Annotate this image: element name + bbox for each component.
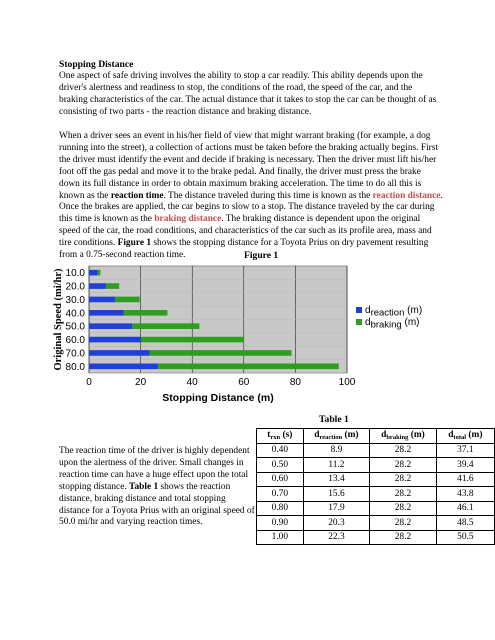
figure-title: Figure 1 xyxy=(244,250,279,261)
bar-reaction xyxy=(89,283,106,289)
bar-reaction xyxy=(89,310,124,316)
intro-paragraph: One aspect of safe driving involves the ability to stop a car readily. This ability depends upon the driver's alertness and readiness to stop, the conditions of the road, the speed of the car, and the braking characteristics of the car. The actual distance that it takes to stop the car can be thought of as consisting of two parts - the reaction distance and braking distance. xyxy=(59,71,437,117)
x-tick-label: 40 xyxy=(186,377,198,388)
col-header-trxn xyxy=(257,429,304,444)
legend-swatch xyxy=(356,307,362,313)
table-row xyxy=(257,516,495,531)
term-reaction-time: reaction time xyxy=(110,190,164,201)
table-cell: 13.4 xyxy=(303,472,370,487)
para-text: . The braking distance is dependent upon the original speed of the car, the road conditions, and characteristics of the car such as its profile area, mass and tire conditions. xyxy=(59,214,432,249)
table-cell: 50.5 xyxy=(436,530,494,545)
col-header-dreaction xyxy=(303,429,370,444)
table-cell: 28.2 xyxy=(370,472,436,487)
x-tick-label: 0 xyxy=(86,377,92,388)
table-cell: 28.2 xyxy=(370,501,436,516)
y-tick-label: 40.0 xyxy=(65,308,85,320)
y-tick-label: 20.0 xyxy=(65,281,85,293)
header-sub: rxn xyxy=(270,434,281,442)
header-sub: reaction xyxy=(319,434,343,442)
table-cell: 1.00 xyxy=(257,530,304,545)
bar-braking xyxy=(124,310,168,316)
bar-braking xyxy=(158,364,339,370)
table-cell: 28.2 xyxy=(370,487,436,502)
table-reference: Table 1 xyxy=(129,481,159,492)
header-unit: (m) xyxy=(466,430,483,441)
table-cell: 28.2 xyxy=(370,530,436,545)
para-text: shows the stopping distance for a Toyota Prius on dry pavement resulting from a 0.75-second reaction time. xyxy=(59,238,429,261)
term-braking-distance: braking distance xyxy=(154,214,222,225)
para-text: When a driver sees an event in his/her field of view that might warrant braking (for example, a dog running into the street), a collection of actions must be taken before the braking actually begins. First the driver must identify the event and decide if braking is necessary. Then the driver must lift his/her foot off the gas pedal and move it to the brake pedal. And finally, the driver must press the brake down its full distance in order to obtain maximum braking acceleration. The time to do all this is known as the xyxy=(59,131,439,201)
legend-label: dreaction (m) xyxy=(365,305,423,319)
bar-reaction xyxy=(89,270,98,276)
bar-braking xyxy=(141,337,244,343)
legend-swatch xyxy=(356,319,362,325)
y-tick-label: 80.0 xyxy=(65,361,85,373)
table-cell: 17.9 xyxy=(303,501,370,516)
table-cell: 41.6 xyxy=(436,472,494,487)
bar-braking xyxy=(132,323,199,329)
bar-reaction xyxy=(89,337,141,343)
x-tick-label: 80 xyxy=(289,377,301,388)
table-cell: 0.50 xyxy=(257,458,304,473)
section-title: Stopping Distance xyxy=(59,59,134,70)
x-axis-title: Stopping Distance (m) xyxy=(162,392,274,404)
y-tick-label: 60.0 xyxy=(65,335,85,347)
bar-reaction xyxy=(89,364,158,370)
bar-braking xyxy=(106,283,119,289)
bar-braking xyxy=(150,350,292,356)
table-row xyxy=(257,458,495,473)
bar-reaction xyxy=(89,297,115,303)
table-cell: 15.6 xyxy=(303,487,370,502)
table-cell: 0.70 xyxy=(257,487,304,502)
y-tick-label: 50.0 xyxy=(65,321,85,333)
reaction-paragraph xyxy=(59,131,443,262)
header-main: d xyxy=(381,430,387,441)
y-tick-label: 30.0 xyxy=(65,294,85,306)
bar-reaction xyxy=(89,350,150,356)
bar-braking xyxy=(98,270,101,276)
table-cell: 28.2 xyxy=(370,516,436,531)
y-axis-title: Original Speed (mi/hr) xyxy=(53,268,64,371)
table-cell: 28.2 xyxy=(370,443,436,458)
header-main: d xyxy=(314,430,320,441)
x-tick-label: 20 xyxy=(135,377,147,388)
bar-braking xyxy=(115,297,140,303)
para-text: . Once the brakes are applied, the car begins to slow to a stop. The distance traveled by the car during this time is known as the xyxy=(59,190,443,225)
x-tick-label: 60 xyxy=(238,377,250,388)
legend-label: dbraking (m) xyxy=(365,317,420,331)
table-cell: 28.2 xyxy=(370,458,436,473)
table-cell: 39.4 xyxy=(436,458,494,473)
table-cell: 0.80 xyxy=(257,501,304,516)
header-unit: (s) xyxy=(280,430,293,441)
header-main: d xyxy=(448,430,454,441)
header-sub: braking xyxy=(386,434,409,442)
x-tick-label: 100 xyxy=(338,377,356,388)
col-header-dtotal xyxy=(436,429,494,444)
table-cell: 20.3 xyxy=(303,516,370,531)
y-tick-label: 70.0 xyxy=(65,348,85,360)
table-header-row xyxy=(257,429,495,444)
table-cell: 8.9 xyxy=(303,443,370,458)
table-cell: 43.8 xyxy=(436,487,494,502)
stopping-distance-chart xyxy=(50,260,450,410)
header-unit: (m) xyxy=(342,430,359,441)
table-cell: 0.40 xyxy=(257,443,304,458)
table-row xyxy=(257,487,495,502)
term-reaction-distance: reaction distance xyxy=(372,190,441,201)
header-sub: total xyxy=(453,434,467,442)
header-main: t xyxy=(267,430,271,441)
table-cell: 0.60 xyxy=(257,472,304,487)
reaction-time-paragraph xyxy=(59,446,257,529)
table-cell: 46.1 xyxy=(436,501,494,516)
bar-reaction xyxy=(89,323,132,329)
col-header-dbraking xyxy=(370,429,436,444)
table-title: Table 1 xyxy=(319,414,349,425)
table-row xyxy=(257,530,495,545)
table-cell: 0.90 xyxy=(257,516,304,531)
table-row xyxy=(257,472,495,487)
para-text: The reaction time of the driver is highly dependent upon the alertness of the driver. Small changes in reaction time can have a huge effect upon the total stopping distance. xyxy=(59,446,250,492)
figure-reference: Figure 1 xyxy=(117,238,152,249)
table-cell: 37.1 xyxy=(436,443,494,458)
reaction-time-table xyxy=(256,428,495,545)
para-text: shows the reaction distance, braking distance and total stopping distance for a Toyota Prius with an original speed of 50.0 mi/hr and varying reaction times. xyxy=(59,481,255,528)
y-tick-label: 10.0 xyxy=(65,268,85,280)
table-row xyxy=(257,443,495,458)
para-text: . The distance traveled during this time is known as the xyxy=(163,190,373,201)
header-unit: (m) xyxy=(408,430,425,441)
table-cell: 22.3 xyxy=(303,530,370,545)
table-cell: 11.2 xyxy=(303,458,370,473)
table-row xyxy=(257,501,495,516)
table-cell: 48.5 xyxy=(436,516,494,531)
